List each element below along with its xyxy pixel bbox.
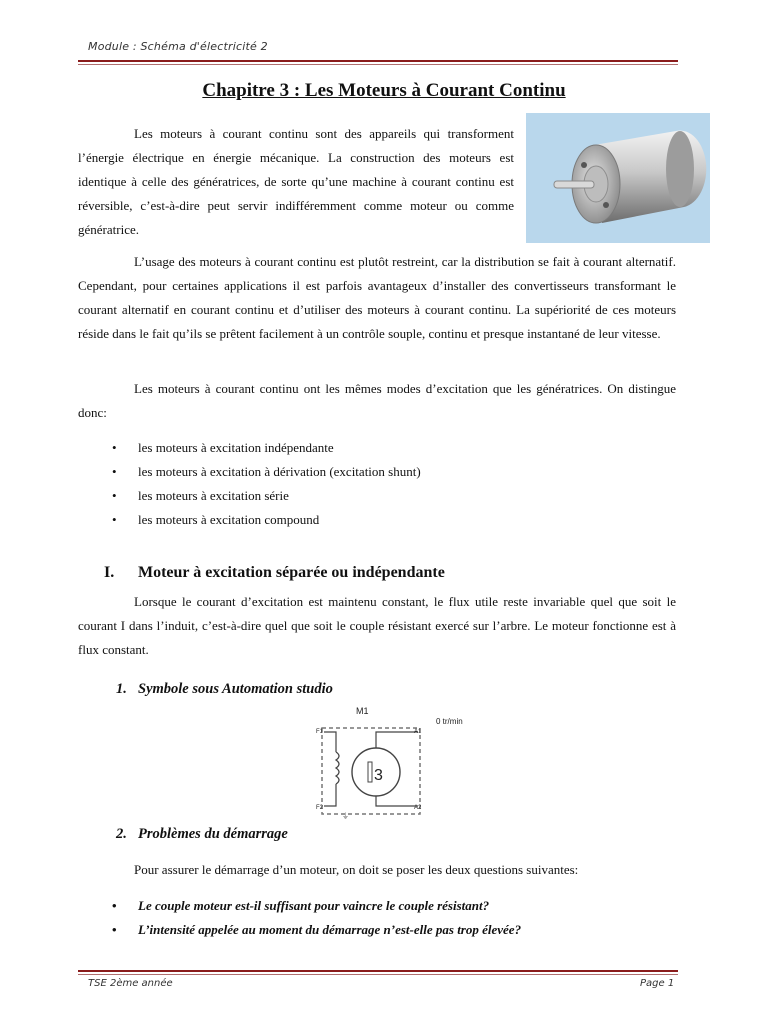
motor-name-label: M1 [356,706,369,716]
footer-class: TSE 2ème année [88,978,173,989]
speed-readout: 0 tr/min [436,717,463,726]
chapter-title: Chapitre 3 : Les Moteurs à Courant Continu [202,80,566,101]
header-rule [78,60,678,62]
question-item: • L’intensité appelée au moment du démarrage n’est-elle pas trop élevée? [112,922,522,937]
subsection-heading-startup: 2. Problèmes du démarrage [116,826,288,842]
motor-frame [322,728,420,814]
svg-text:3: 3 [374,767,383,784]
intro-paragraph-2: L’usage des moteurs à courant continu est plutôt restreint, car la distribution se fait à courant alternatif. Cependant, pour certaines applications il est parfois avantageux d’installer des convertisseurs transformant le courant alternatif en courant continu et d’utiliser des moteurs à courant continu. La supériorité de ces moteurs réside dans le fait qu’ils se prêtent facilement à un contrôle souple, continu et presque instantané de leur vitesse. [78,254,676,341]
footer-rule-thin [78,974,678,975]
list-item: • les moteurs à excitation à dérivation (excitation shunt) [112,464,421,479]
startup-intro: Pour assurer le démarrage d’un moteur, on doit se poser les deux questions suivantes: [134,862,579,877]
intro-paragraph-1: Les moteurs à courant continu sont des appareils qui transforment l’énergie électrique en énergie mécanique. La construction des moteurs est identique à celle des génératrices, de sorte qu’une machine à courant continu est réversible, c’est-à-dire peut servir indifféremment comme moteur ou comme génératrice. [78,126,514,237]
header-rule-thin [78,64,678,65]
footer-rule [78,970,678,972]
pin-f2-label: F2 [316,805,324,811]
running-header: Module : Schéma d'électricité 2 [88,40,268,53]
subsection-heading-symbol: 1. Symbole sous Automation studio [116,681,333,697]
section-heading: I. Moteur à excitation séparée ou indépendante [104,564,445,581]
list-item: • les moteurs à excitation compound [112,512,320,527]
pin-f1-label: F1 [316,729,324,735]
motor-symbol-diagram [310,702,480,822]
list-item: • les moteurs à excitation indépendante [112,440,334,455]
page-number: Page 1 [640,978,675,989]
motor-image [526,113,710,243]
section-body: Lorsque le courant d’excitation est maintenu constant, le flux utile reste invariable quel que soit le courant I dans l’induit, c’est-à-dire quel que soit le couple résistant exercé sur l’arbre. Le moteur fonctionne est à flux constant. [78,594,676,657]
field-coil-icon [336,752,339,784]
earth-icon: ⏚ [342,813,349,820]
list-item: • les moteurs à excitation série [112,488,289,503]
intro-paragraph-3: Les moteurs à courant continu ont les mêmes modes d’excitation que les génératrices. On distingue donc: [78,381,676,420]
pin-a1-label: A1 [414,729,422,735]
pin-a2-label: A2 [414,805,422,811]
question-item: • Le couple moteur est-il suffisant pour vaincre le couple résistant? [112,898,490,913]
motor-photo [526,113,710,243]
